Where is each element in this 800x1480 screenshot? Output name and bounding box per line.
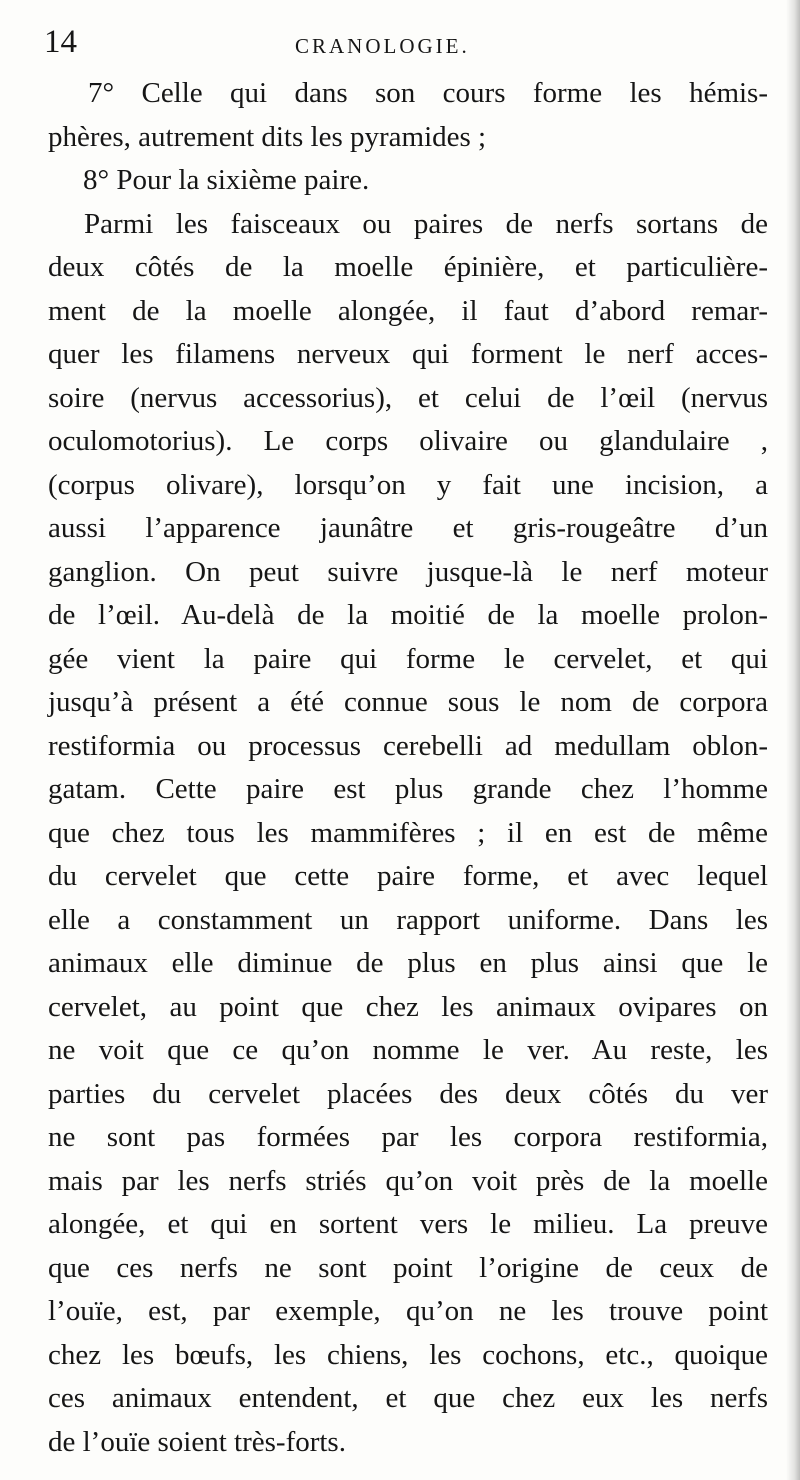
text-line: gée vient la paire qui forme le cervelet, et qui bbox=[48, 642, 768, 675]
text-line: que chez tous les mammifères ; il en est de même bbox=[48, 816, 768, 849]
text-line: ment de la moelle alongée, il faut d’abord remar- bbox=[48, 294, 768, 327]
text-line: que ces nerfs ne sont point l’origine de ceux de bbox=[48, 1251, 768, 1284]
page-header bbox=[40, 24, 760, 64]
text-line: jusqu’à présent a été connue sous le nom de corpora bbox=[48, 686, 768, 718]
text-line: ne voit que ce qu’on nomme le ver. Au reste, les bbox=[48, 1034, 768, 1066]
page-edge-shadow bbox=[786, 0, 800, 1480]
text-line: 7° Celle qui dans son cours forme les hémis- bbox=[88, 77, 768, 109]
running-title: CRANOLOGIE. bbox=[295, 34, 470, 58]
text-line: quer les filamens nerveux qui forment le nerf acces- bbox=[48, 338, 768, 370]
text-line: de l’ouïe soient très-forts. bbox=[48, 1425, 346, 1458]
text-line: l’ouïe, est, par exemple, qu’on ne les trouve point bbox=[48, 1295, 768, 1327]
text-line: mais par les nerfs striés qu’on voit près de la moelle bbox=[48, 1164, 768, 1197]
text-line: chez les bœufs, les chiens, les cochons, etc., quoique bbox=[48, 1338, 768, 1371]
text-line: ces animaux entendent, et que chez eux les nerfs bbox=[48, 1382, 768, 1414]
text-line: Parmi les faisceaux ou paires de nerfs sortans de bbox=[84, 207, 768, 240]
text-line: parties du cervelet placées des deux côtés du ver bbox=[48, 1077, 768, 1110]
text-line: aussi l’apparence jaunâtre et gris-rougeâtre d’un bbox=[48, 512, 768, 544]
text-line: ne sont pas formées par les corpora restiformia, bbox=[48, 1121, 768, 1153]
text-line: de l’œil. Au-delà de la moitié de la moelle prolon- bbox=[48, 599, 768, 631]
text-line: restiformia ou processus cerebelli ad medullam oblon- bbox=[48, 729, 768, 762]
text-line: ganglion. On peut suivre jusque-là le nerf moteur bbox=[48, 555, 768, 588]
page-number: 14 bbox=[44, 24, 77, 60]
text-line: cervelet, au point que chez les animaux ovipares on bbox=[48, 990, 768, 1023]
text-line: gatam. Cette paire est plus grande chez l’homme bbox=[48, 773, 768, 805]
text-line: phères, autrement dits les pyramides ; bbox=[48, 120, 487, 153]
text-line: (corpus olivare), lorsqu’on y fait une incision, a bbox=[48, 468, 768, 501]
body-text bbox=[48, 72, 768, 1464]
text-line: animaux elle diminue de plus en plus ainsi que le bbox=[48, 947, 768, 979]
text-line: deux côtés de la moelle épinière, et particulière- bbox=[48, 251, 768, 283]
text-line: oculomotorius). Le corps olivaire ou glandulaire , bbox=[48, 425, 768, 457]
text-line: soire (nervus accessorius), et celui de l’œil (nervus bbox=[48, 381, 768, 414]
text-line: du cervelet que cette paire forme, et avec lequel bbox=[48, 860, 768, 892]
text-line: elle a constamment un rapport uniforme. Dans les bbox=[48, 903, 768, 936]
text-line: 8° Pour la sixième paire. bbox=[83, 164, 370, 196]
text-line: alongée, et qui en sortent vers le milieu. La preuve bbox=[48, 1208, 768, 1240]
